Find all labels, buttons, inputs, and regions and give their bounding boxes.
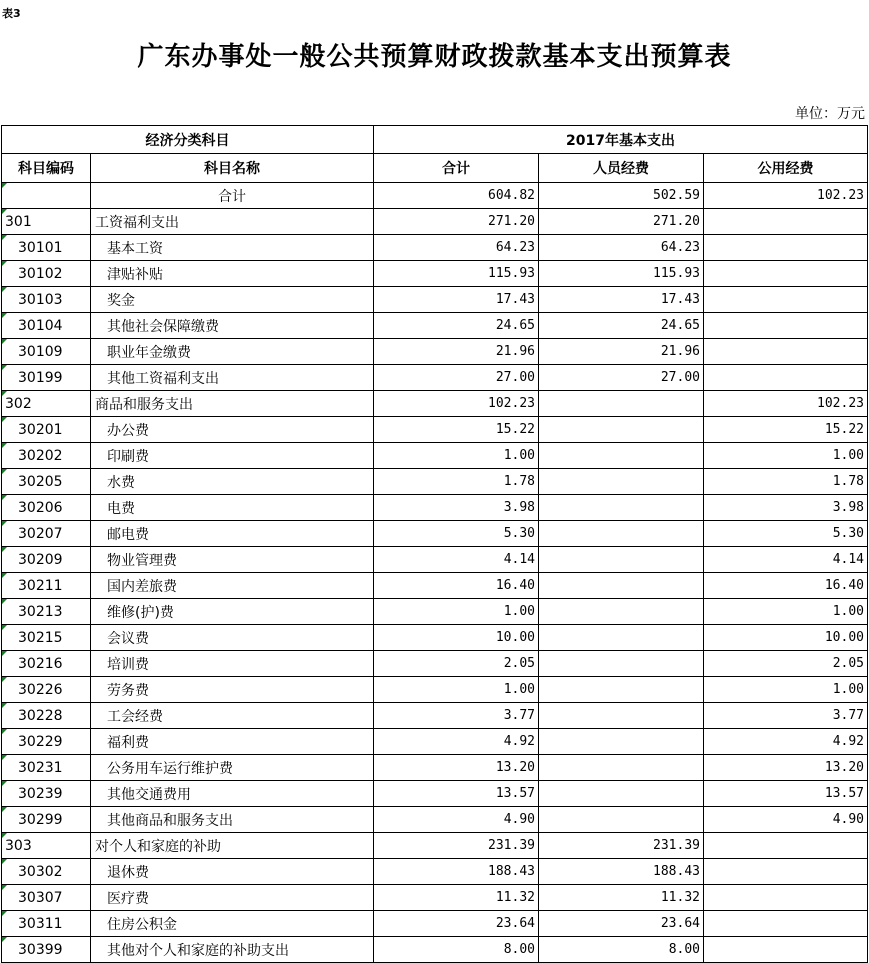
item-public: [704, 209, 868, 235]
item-personnel: [539, 495, 704, 521]
code-cell: [2, 391, 91, 417]
item-personnel: [539, 547, 704, 573]
total-row: [2, 183, 868, 209]
header-economic-category: 经济分类科目: [2, 126, 374, 154]
item-public: 3.98: [704, 495, 868, 521]
item-personnel: 271.20: [539, 209, 704, 235]
code-cell: [2, 339, 91, 365]
item-code: 30226: [18, 681, 63, 698]
item-code: 30199: [18, 369, 63, 386]
item-total: 3.98: [374, 495, 539, 521]
item-total: 1.00: [374, 677, 539, 703]
item-code: 30206: [18, 499, 63, 516]
header-row-group: [2, 126, 868, 154]
item-public: 16.40: [704, 573, 868, 599]
table-row: [2, 677, 868, 703]
header-name: 科目名称: [91, 154, 374, 183]
item-public: 2.05: [704, 651, 868, 677]
total-sum: 604.82: [374, 183, 539, 209]
cell-marker: [2, 807, 7, 812]
header-total: 合计: [374, 154, 539, 183]
cell-marker: [2, 339, 7, 344]
table-row: [2, 261, 868, 287]
item-personnel: [539, 781, 704, 807]
item-name: 维修(护)费: [91, 599, 374, 625]
cell-marker: [2, 469, 7, 474]
item-code: 30209: [18, 551, 63, 568]
item-total: 1.78: [374, 469, 539, 495]
cell-marker: [2, 521, 7, 526]
item-total: 17.43: [374, 287, 539, 313]
total-code-cell: [2, 183, 91, 209]
item-public: [704, 937, 868, 963]
item-name: 对个人和家庭的补助: [91, 833, 374, 859]
table-row: [2, 235, 868, 261]
item-personnel: 8.00: [539, 937, 704, 963]
cell-marker: [2, 729, 7, 734]
item-personnel: 24.65: [539, 313, 704, 339]
cell-marker: [2, 391, 7, 396]
item-personnel: 21.96: [539, 339, 704, 365]
item-code: 302: [5, 395, 32, 412]
item-public: [704, 833, 868, 859]
table-row: [2, 729, 868, 755]
item-personnel: [539, 417, 704, 443]
code-cell: [2, 755, 91, 781]
code-cell: [2, 911, 91, 937]
table-row: [2, 443, 868, 469]
item-code: 30229: [18, 733, 63, 750]
item-public: [704, 365, 868, 391]
item-code: 30299: [18, 811, 63, 828]
item-total: 21.96: [374, 339, 539, 365]
item-personnel: [539, 677, 704, 703]
item-total: 15.22: [374, 417, 539, 443]
item-name: 其他工资福利支出: [91, 365, 374, 391]
table-row: [2, 599, 868, 625]
item-name: 其他对个人和家庭的补助支出: [91, 937, 374, 963]
total-personnel: 502.59: [539, 183, 704, 209]
item-total: 27.00: [374, 365, 539, 391]
cell-marker: [2, 781, 7, 786]
table-row: [2, 651, 868, 677]
item-total: 2.05: [374, 651, 539, 677]
item-personnel: 231.39: [539, 833, 704, 859]
code-cell: [2, 547, 91, 573]
cell-marker: [2, 651, 7, 656]
item-total: 1.00: [374, 443, 539, 469]
item-name: 会议费: [91, 625, 374, 651]
item-total: 10.00: [374, 625, 539, 651]
total-label: 合计: [91, 183, 374, 209]
item-code: 30216: [18, 655, 63, 672]
item-code: 30211: [18, 577, 63, 594]
item-name: 福利费: [91, 729, 374, 755]
table-row: [2, 755, 868, 781]
cell-marker: [2, 859, 7, 864]
cell-marker: [2, 235, 7, 240]
item-code: 30302: [18, 863, 63, 880]
code-cell: [2, 677, 91, 703]
item-name: 工资福利支出: [91, 209, 374, 235]
item-total: 271.20: [374, 209, 539, 235]
item-name: 水费: [91, 469, 374, 495]
header-row-columns: [2, 154, 868, 183]
cell-marker: [2, 547, 7, 552]
table-row: [2, 339, 868, 365]
item-name: 工会经费: [91, 703, 374, 729]
item-name: 其他交通费用: [91, 781, 374, 807]
item-code: 30109: [18, 343, 63, 360]
table-row: [2, 885, 868, 911]
page-title: 广东办事处一般公共预算财政拨款基本支出预算表: [137, 42, 732, 72]
item-code: 30102: [18, 265, 63, 282]
table-row: [2, 313, 868, 339]
item-total: 11.32: [374, 885, 539, 911]
cell-marker: [2, 261, 7, 266]
item-personnel: 188.43: [539, 859, 704, 885]
table-row: [2, 859, 868, 885]
item-code: 30202: [18, 447, 63, 464]
code-cell: [2, 521, 91, 547]
code-cell: [2, 209, 91, 235]
item-public: 1.00: [704, 443, 868, 469]
item-public: 1.00: [704, 677, 868, 703]
header-code: 科目编码: [2, 154, 91, 183]
item-total: 13.20: [374, 755, 539, 781]
item-total: 1.00: [374, 599, 539, 625]
budget-table: [1, 125, 868, 963]
code-cell: [2, 287, 91, 313]
total-public: 102.23: [704, 183, 868, 209]
code-cell: [2, 833, 91, 859]
code-cell: [2, 729, 91, 755]
item-total: 13.57: [374, 781, 539, 807]
item-code: 30399: [18, 941, 63, 958]
item-public: 4.92: [704, 729, 868, 755]
unit-label: 单位：万元: [795, 106, 865, 122]
item-public: 4.90: [704, 807, 868, 833]
table-row: [2, 625, 868, 651]
code-cell: [2, 261, 91, 287]
item-code: 30101: [18, 239, 63, 256]
item-public: 5.30: [704, 521, 868, 547]
code-cell: [2, 937, 91, 963]
cell-marker: [2, 755, 7, 760]
code-cell: [2, 417, 91, 443]
table-row: [2, 521, 868, 547]
item-code: 30205: [18, 473, 63, 490]
code-cell: [2, 235, 91, 261]
cell-marker: [2, 287, 7, 292]
item-code: 30103: [18, 291, 63, 308]
cell-marker: [2, 833, 7, 838]
item-name: 印刷费: [91, 443, 374, 469]
item-public: 15.22: [704, 417, 868, 443]
item-public: 13.20: [704, 755, 868, 781]
item-public: 3.77: [704, 703, 868, 729]
item-code: 30104: [18, 317, 63, 334]
item-public: [704, 313, 868, 339]
cell-marker: [2, 599, 7, 604]
cell-marker: [2, 365, 7, 370]
item-code: 30307: [18, 889, 63, 906]
cell-marker: [2, 313, 7, 318]
item-personnel: [539, 391, 704, 417]
item-code: 30311: [18, 915, 63, 932]
cell-marker: [2, 443, 7, 448]
code-cell: [2, 885, 91, 911]
table-row: [2, 573, 868, 599]
item-personnel: 11.32: [539, 885, 704, 911]
item-total: 23.64: [374, 911, 539, 937]
item-code: 30228: [18, 707, 63, 724]
code-cell: [2, 469, 91, 495]
cell-marker: [2, 417, 7, 422]
item-total: 188.43: [374, 859, 539, 885]
table-number: 表3: [2, 7, 21, 20]
cell-marker: [2, 885, 7, 890]
item-code: 30215: [18, 629, 63, 646]
item-public: 1.00: [704, 599, 868, 625]
item-public: 4.14: [704, 547, 868, 573]
code-cell: [2, 599, 91, 625]
code-cell: [2, 365, 91, 391]
table-row: [2, 807, 868, 833]
item-code: 30231: [18, 759, 63, 776]
table-row: [2, 703, 868, 729]
item-total: 4.92: [374, 729, 539, 755]
item-personnel: 27.00: [539, 365, 704, 391]
item-public: 102.23: [704, 391, 868, 417]
item-personnel: [539, 521, 704, 547]
code-cell: [2, 313, 91, 339]
table-row: [2, 833, 868, 859]
item-personnel: [539, 599, 704, 625]
table-row: [2, 911, 868, 937]
item-name: 商品和服务支出: [91, 391, 374, 417]
item-name: 公务用车运行维护费: [91, 755, 374, 781]
item-personnel: [539, 651, 704, 677]
cell-marker: [2, 677, 7, 682]
item-code: 301: [5, 213, 32, 230]
item-code: 30213: [18, 603, 63, 620]
item-total: 8.00: [374, 937, 539, 963]
item-personnel: [539, 729, 704, 755]
item-total: 231.39: [374, 833, 539, 859]
item-name: 培训费: [91, 651, 374, 677]
item-personnel: [539, 625, 704, 651]
item-name: 职业年金缴费: [91, 339, 374, 365]
item-total: 64.23: [374, 235, 539, 261]
table-row: [2, 287, 868, 313]
item-personnel: 115.93: [539, 261, 704, 287]
item-name: 邮电费: [91, 521, 374, 547]
item-name: 其他商品和服务支出: [91, 807, 374, 833]
item-name: 住房公积金: [91, 911, 374, 937]
item-name: 办公费: [91, 417, 374, 443]
table-row: [2, 365, 868, 391]
table-row: [2, 469, 868, 495]
item-total: 16.40: [374, 573, 539, 599]
item-public: 1.78: [704, 469, 868, 495]
item-name: 国内差旅费: [91, 573, 374, 599]
item-name: 基本工资: [91, 235, 374, 261]
header-public: 公用经费: [704, 154, 868, 183]
item-name: 退休费: [91, 859, 374, 885]
header-personnel: 人员经费: [539, 154, 704, 183]
item-personnel: [539, 807, 704, 833]
code-cell: [2, 625, 91, 651]
item-name: 医疗费: [91, 885, 374, 911]
item-public: 10.00: [704, 625, 868, 651]
item-code: 30207: [18, 525, 63, 542]
item-code: 303: [5, 837, 32, 854]
item-public: [704, 911, 868, 937]
item-code: 30201: [18, 421, 63, 438]
item-personnel: [539, 703, 704, 729]
cell-marker: [2, 625, 7, 630]
item-personnel: [539, 443, 704, 469]
item-name: 劳务费: [91, 677, 374, 703]
header-basic-expenditure: 2017年基本支出: [374, 126, 868, 154]
item-personnel: 17.43: [539, 287, 704, 313]
cell-marker: [2, 209, 7, 214]
cell-marker: [2, 573, 7, 578]
item-public: [704, 885, 868, 911]
item-total: 4.14: [374, 547, 539, 573]
item-personnel: 23.64: [539, 911, 704, 937]
item-personnel: [539, 755, 704, 781]
item-public: [704, 235, 868, 261]
table-row: [2, 937, 868, 963]
code-cell: [2, 443, 91, 469]
item-public: [704, 859, 868, 885]
table-row: [2, 417, 868, 443]
code-cell: [2, 495, 91, 521]
cell-marker: [2, 183, 7, 188]
cell-marker: [2, 495, 7, 500]
item-public: [704, 261, 868, 287]
code-cell: [2, 859, 91, 885]
item-public: [704, 287, 868, 313]
item-name: 津贴补贴: [91, 261, 374, 287]
item-personnel: [539, 573, 704, 599]
item-personnel: [539, 469, 704, 495]
item-total: 5.30: [374, 521, 539, 547]
code-cell: [2, 651, 91, 677]
item-total: 3.77: [374, 703, 539, 729]
item-code: 30239: [18, 785, 63, 802]
table-row: [2, 547, 868, 573]
item-name: 物业管理费: [91, 547, 374, 573]
code-cell: [2, 807, 91, 833]
cell-marker: [2, 937, 7, 942]
item-public: [704, 339, 868, 365]
cell-marker: [2, 911, 7, 916]
cell-marker: [2, 703, 7, 708]
table-row: [2, 781, 868, 807]
code-cell: [2, 781, 91, 807]
item-total: 24.65: [374, 313, 539, 339]
table-row: [2, 209, 868, 235]
item-public: 13.57: [704, 781, 868, 807]
code-cell: [2, 703, 91, 729]
table-row: [2, 391, 868, 417]
item-total: 4.90: [374, 807, 539, 833]
item-name: 其他社会保障缴费: [91, 313, 374, 339]
code-cell: [2, 573, 91, 599]
item-name: 奖金: [91, 287, 374, 313]
item-personnel: 64.23: [539, 235, 704, 261]
item-total: 102.23: [374, 391, 539, 417]
item-name: 电费: [91, 495, 374, 521]
item-total: 115.93: [374, 261, 539, 287]
table-row: [2, 495, 868, 521]
